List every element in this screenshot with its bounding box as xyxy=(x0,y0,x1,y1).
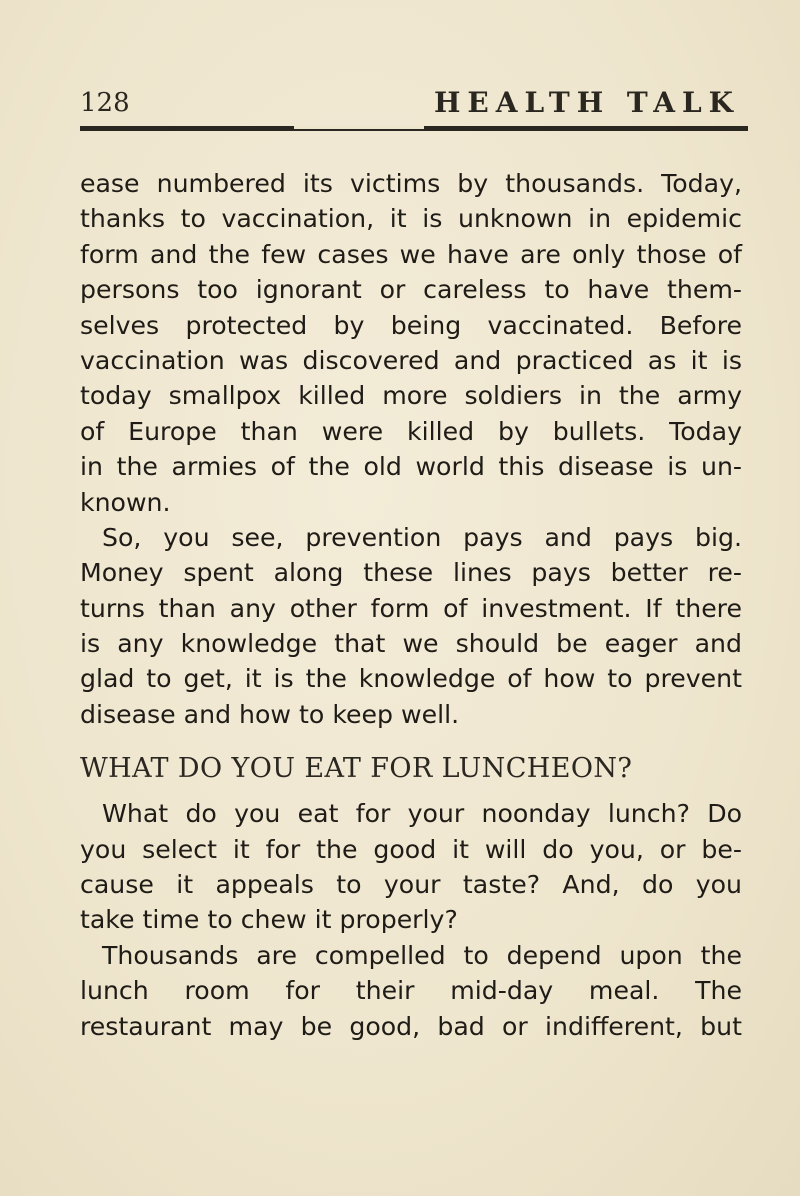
header-rule-gap xyxy=(294,126,424,129)
text-line: cause it appeals to your taste? And, do you xyxy=(80,870,742,900)
text-line: glad to get, it is the knowledge of how to prevent xyxy=(80,664,742,694)
text-line: restaurant may be good, bad or indifferent, but xyxy=(80,1011,742,1041)
text-line: selves protected by being vaccinated. Before xyxy=(80,310,742,340)
text-line: turns than any other form of investment. If there xyxy=(80,593,742,623)
text-line: you select it for the good it will do you, or be- xyxy=(80,834,742,864)
page-number: 128 xyxy=(80,88,130,118)
text-line: thanks to vaccination, it is unknown in epidemic xyxy=(80,204,742,234)
body-text xyxy=(80,166,742,1044)
section-heading: WHAT DO YOU EAT FOR LUNCHEON? xyxy=(80,753,633,785)
text-line: of Europe than were killed by bullets. Today xyxy=(80,416,742,446)
text-line: disease and how to keep well. xyxy=(80,699,460,729)
text-line: is any knowledge that we should be eager and xyxy=(80,629,742,659)
text-line: form and the few cases we have are only those of xyxy=(80,239,742,269)
page-header xyxy=(80,86,740,126)
paragraph-2 xyxy=(80,520,742,732)
paragraph-3 xyxy=(80,796,742,938)
text-line: Thousands are compelled to depend upon the xyxy=(102,940,742,970)
paragraph-1 xyxy=(80,166,742,520)
text-line: today smallpox killed more soldiers in the army xyxy=(80,381,742,411)
text-line: lunch room for their mid-day meal. The xyxy=(80,976,742,1006)
text-line: known. xyxy=(80,487,171,517)
text-line: So, you see, prevention pays and pays big. xyxy=(102,522,742,552)
text-line: ease numbered its victims by thousands. Today, xyxy=(80,169,742,198)
text-line: take time to chew it properly? xyxy=(80,905,458,935)
text-line: persons too ignorant or careless to have them- xyxy=(80,275,742,305)
text-line: Money spent along these lines pays better re- xyxy=(80,558,742,588)
running-title: HEALTH TALK xyxy=(433,86,740,119)
text-line: vaccination was discovered and practiced as it is xyxy=(80,345,742,375)
header-rule xyxy=(80,126,748,131)
paragraph-4 xyxy=(80,938,742,1044)
text-line: What do you eat for your noonday lunch? Do xyxy=(102,799,742,829)
text-line: in the armies of the old world this disease is un- xyxy=(80,452,742,482)
